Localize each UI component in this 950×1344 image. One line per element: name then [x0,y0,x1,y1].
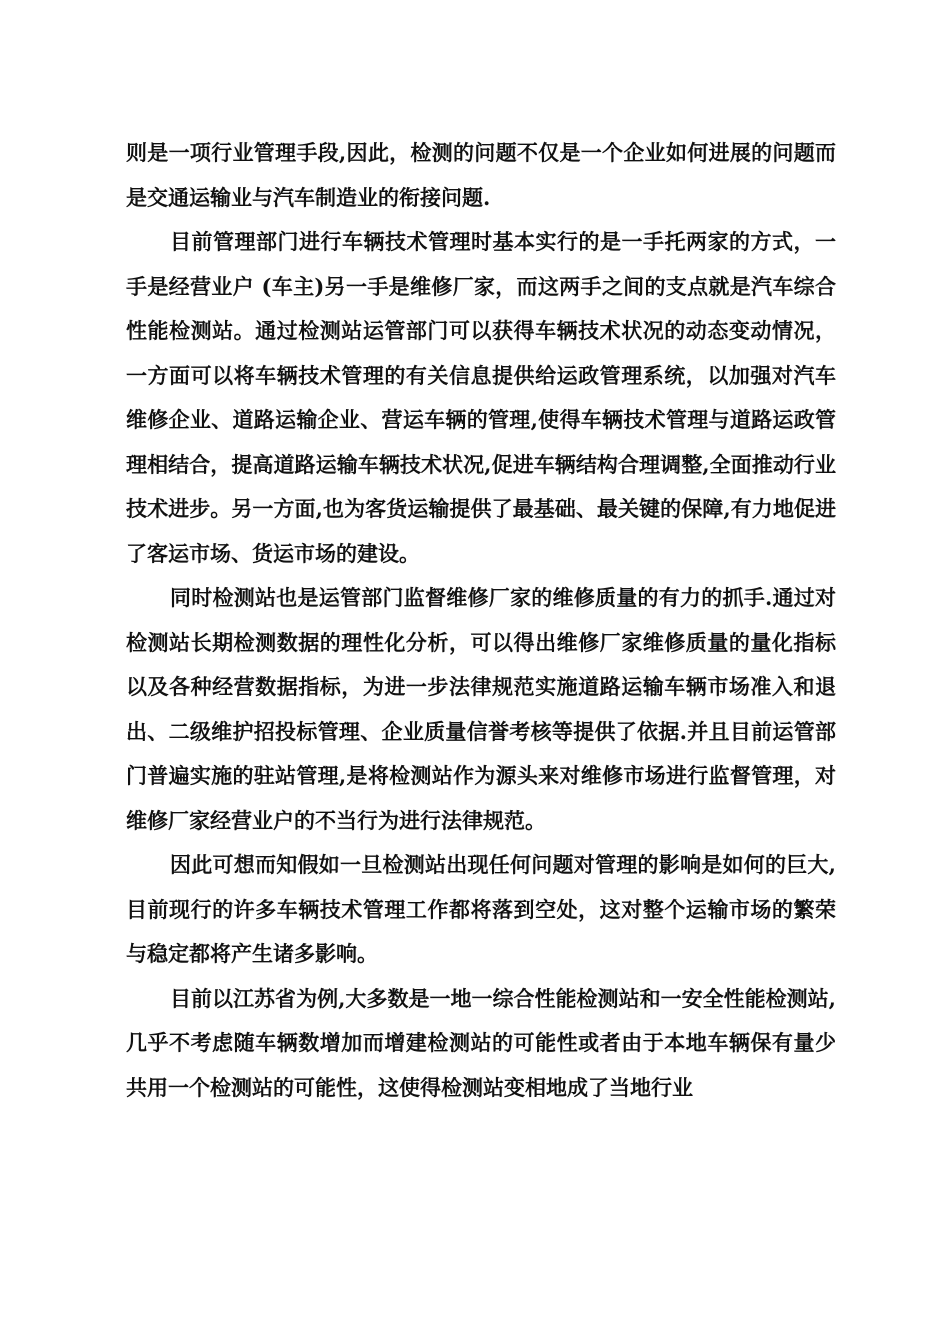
paragraph-4: 因此可想而知假如一旦检测站出现任何问题对管理的影响是如何的巨大,目前现行的许多车辆技术管理工作都将落到空处，这对整个运输市场的繁荣与稳定都将产生诸多影响。 [126,852,836,966]
paragraph-3: 同时检测站也是运管部门监督维修厂家的维修质量的有力的抓手.通过对检测站长期检测数据的理性化分析，可以得出维修厂家维修质量的量化指标以及各种经营数据指标，为进一步法律规范实施道路运输车辆市场准入和退出、二级维护招投标管理、企业质量信誉考核等提供了依据.并且目前运管部门普遍实施的驻站管理,是将检测站作为源头来对维修市场进行监督管理，对维修厂家经营业户的不当行为进行法律规范。 [126,585,836,833]
paragraph-2: 目前管理部门进行车辆技术管理时基本实行的是一手托两家的方式，一手是经营业户 (车主)另一手是维修厂家，而这两手之间的支点就是汽车综合性能检测站。通过检测站运管部门可以获得车辆技术状况的动态变动情况，一方面可以将车辆技术管理的有关信息提供给运政管理系统，以加强对汽车维修企业、道路运输企业、营运车辆的管理,使得车辆技术管理与道路运政管理相结合，提高道路运输车辆技术状况,促进车辆结构合理调整,全面推动行业技术进步。另一方面,也为客货运输提供了最基础、最关键的保障,有力地促进了客运市场、货运市场的建设。 [126,229,836,566]
paragraph-5: 目前以江苏省为例,大多数是一地一综合性能检测站和一安全性能检测站,几乎不考虑随车辆数增加而增建检测站的可能性或者由于本地车辆保有量少共用一个检测站的可能性，这使得检测站变相地成了当地行业 [126,985,836,1100]
document-body [126,131,836,1110]
paragraph-1: 则是一项行业管理手段,因此，检测的问题不仅是一个企业如何进展的问题而是交通运输业与汽车制造业的衔接问题. [126,140,836,210]
